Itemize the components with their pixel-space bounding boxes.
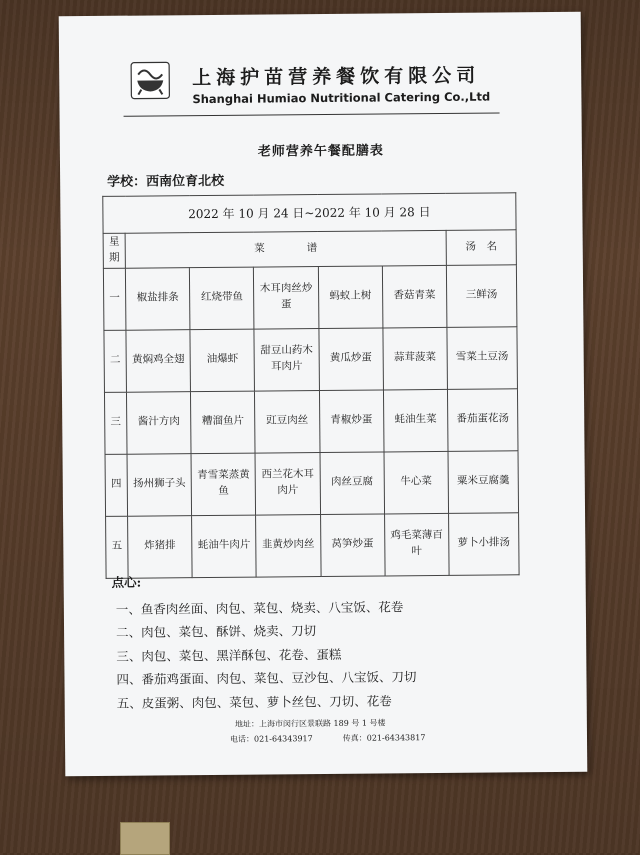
- dish-cell: 莴笋炒蛋: [320, 513, 385, 576]
- day-cell: 二: [104, 330, 127, 392]
- dish-cell: 炸猪排: [128, 515, 193, 578]
- phone-text: 电话：021-64343917: [229, 734, 313, 744]
- dish-cell: 蚂蚁上树: [318, 265, 383, 328]
- soup-cell: 粟米豆腐羹: [448, 450, 519, 513]
- snack-item: 四、番茄鸡蛋面、肉包、菜包、豆沙包、八宝饭、刀切: [116, 669, 417, 687]
- soup-cell: 番茄蛋花汤: [447, 388, 518, 451]
- dish-cell: 鸡毛菜薄百叶: [384, 513, 449, 576]
- company-name-cn: 上海护苗营养餐饮有限公司: [192, 64, 481, 90]
- snacks-section: [112, 568, 417, 715]
- day-cell: 四: [105, 454, 128, 516]
- dish-cell: 牛心菜: [384, 451, 449, 514]
- table-row: [106, 512, 520, 578]
- snack-item: 一、鱼香肉丝面、肉包、菜包、烧卖、八宝饭、花卷: [115, 598, 404, 617]
- dish-cell: 甜豆山药木耳肉片: [254, 328, 319, 391]
- snack-item: 五、皮蛋粥、肉包、菜包、萝卜丝包、刀切、花卷: [116, 692, 392, 711]
- dish-cell: 油爆虾: [190, 329, 255, 392]
- header-soup: 汤 名: [446, 230, 516, 265]
- lunch-menu-table: [102, 192, 519, 578]
- dish-cell: 黄焖鸡全翅: [126, 329, 191, 392]
- contact-footer: [230, 715, 426, 747]
- dish-cell: 西兰花木耳肉片: [255, 452, 320, 515]
- table-row: [104, 326, 518, 392]
- dish-cell: 扬州狮子头: [127, 453, 192, 516]
- dish-cell: 红烧带鱼: [190, 267, 255, 330]
- day-cell: 三: [104, 392, 127, 454]
- dish-cell: 蚝油生菜: [383, 389, 448, 452]
- dish-cell: 蚝油牛肉片: [192, 515, 257, 578]
- desk-object: [120, 822, 170, 855]
- document-title: 老师营养午餐配膳表: [257, 143, 384, 160]
- snack-item: 三、肉包、菜包、黑洋酥包、花卷、蛋糕: [116, 646, 342, 664]
- dish-cell: 糟溜鱼片: [191, 391, 256, 454]
- company-name-en: Shanghai Humiao Nutritional Catering Co.,Ltd: [192, 89, 491, 107]
- dish-cell: 韭黄炒肉丝: [256, 514, 321, 577]
- soup-cell: 三鲜汤: [446, 264, 517, 327]
- table-row: [104, 388, 518, 454]
- header-day: 星期: [103, 233, 125, 268]
- dish-cell: 豇豆肉丝: [255, 390, 320, 453]
- dish-cell: 黄瓜炒蛋: [318, 327, 383, 390]
- menu-sheet: [59, 12, 588, 777]
- soup-cell: 萝卜小排汤: [448, 512, 519, 575]
- dish-cell: 青椒炒蛋: [319, 389, 384, 452]
- soup-cell: 雪菜土豆汤: [447, 326, 518, 389]
- day-cell: 五: [106, 516, 129, 578]
- dish-cell: 青雪菜蒸黄鱼: [191, 453, 256, 516]
- dish-cell: 蒜茸菠菜: [383, 327, 448, 390]
- dish-cell: 椒盐排条: [125, 267, 190, 330]
- table-row: [103, 264, 517, 330]
- letterhead: [124, 54, 505, 117]
- school-label: 学校：西南位育北校: [107, 173, 225, 190]
- dish-cell: 肉丝豆腐: [320, 451, 385, 514]
- dish-cell: 香菇青菜: [382, 265, 447, 328]
- steaming-bowl-logo-icon: [130, 61, 170, 99]
- date-range: 2022 年 10 月 24 日~2022 年 10 月 28 日: [103, 193, 516, 234]
- day-cell: 一: [103, 268, 126, 330]
- dish-cell: 木耳肉丝炒蛋: [254, 266, 319, 329]
- address-text: 地址：上海市闵行区景联路 189 号 1 号楼: [234, 718, 386, 729]
- fax-text: 传真：021-64343817: [342, 733, 426, 743]
- snack-item: 二、肉包、菜包、酥饼、烧卖、刀切: [116, 623, 317, 640]
- dish-cell: 酱汁方肉: [126, 391, 191, 454]
- snacks-title: 点心:: [111, 574, 142, 590]
- header-menu: 菜 谱: [125, 230, 446, 267]
- table-row: [105, 450, 519, 516]
